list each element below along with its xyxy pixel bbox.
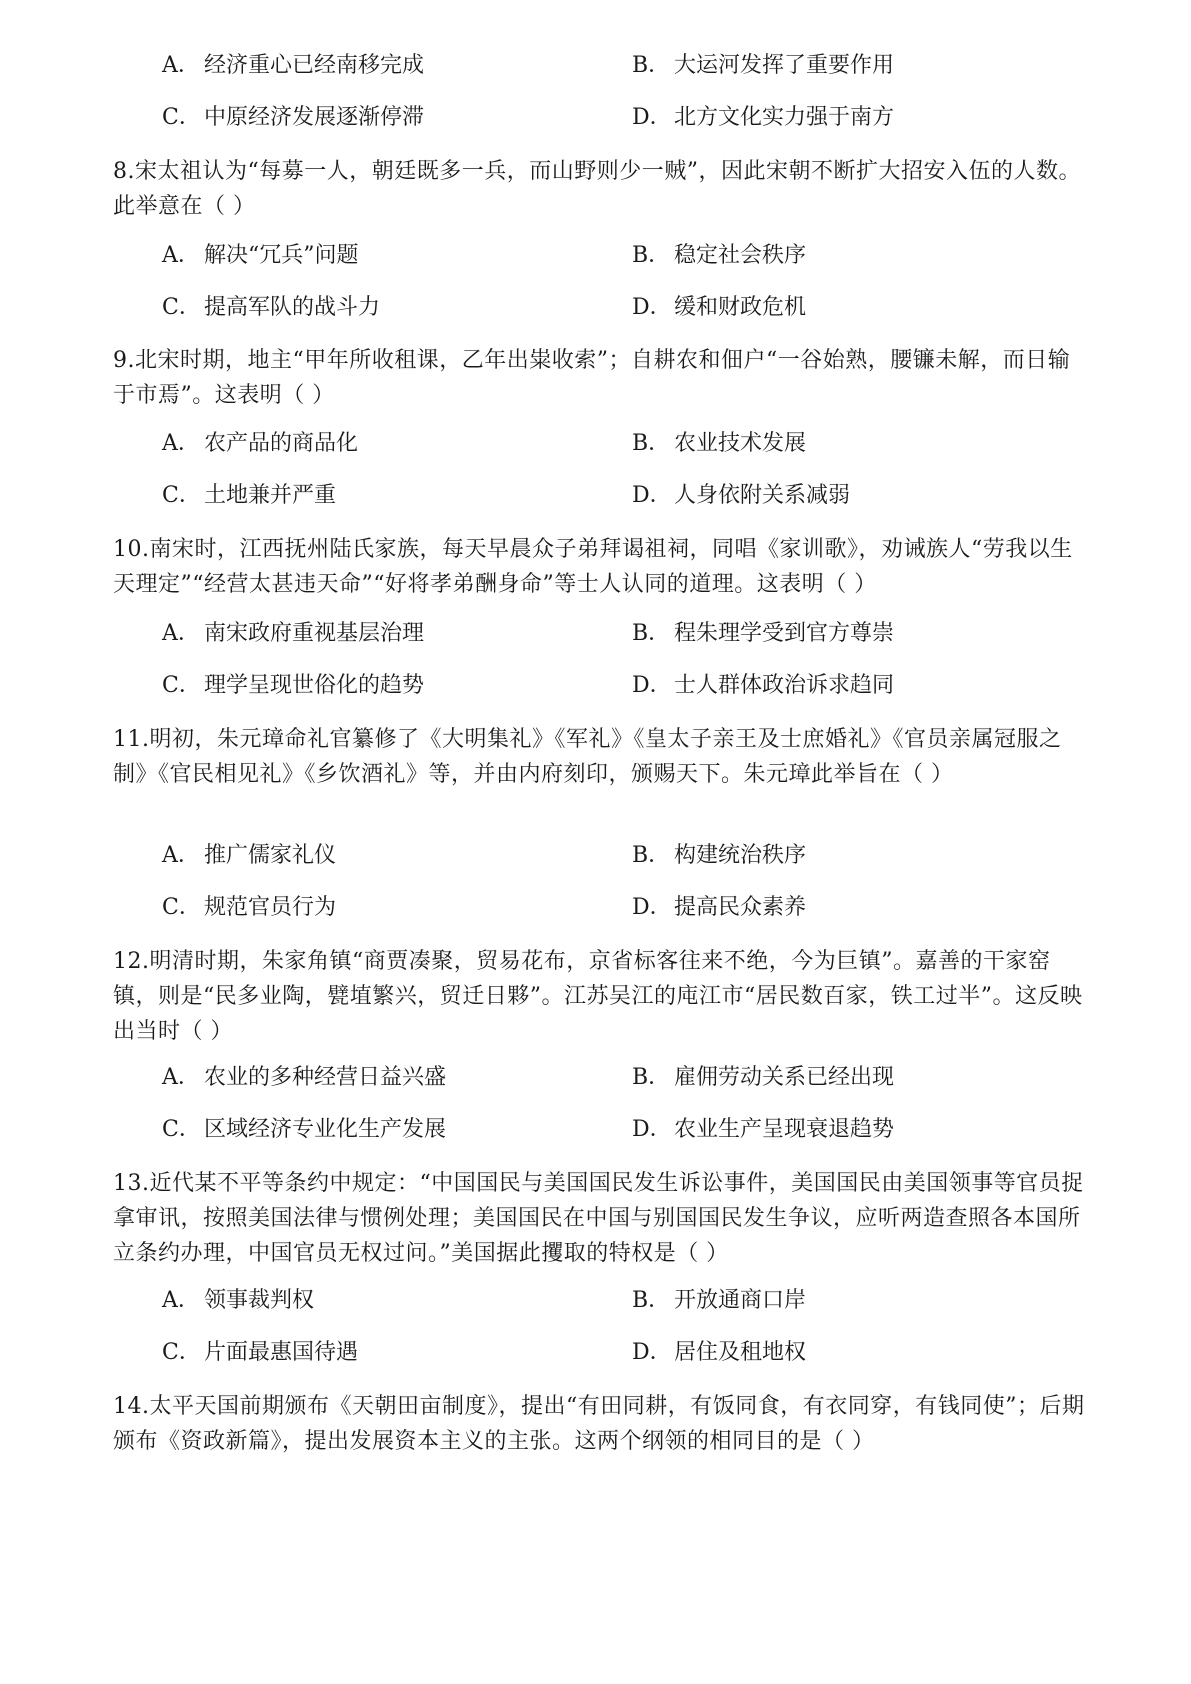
option-a[interactable]: A． 领事裁判权 [162, 1288, 315, 1313]
option-a[interactable]: A． 推广儒家礼仪 [162, 843, 337, 868]
question-stem: 12.明清时期，朱家角镇“商贾凑聚，贸易花布，京省标客往来不绝，今为巨镇”。嘉善的干家窑镇，则是“民多业陶，甓埴繁兴，贸迁日夥”。江苏吴江的庉江市“居民数百家，铁工过半”。这反映出当时（ ） [113, 949, 1083, 1044]
option-a[interactable]: A． 解决“冗兵”问题 [162, 243, 359, 268]
option-c[interactable]: C． 土地兼并严重 [162, 483, 337, 508]
option-a[interactable]: A． 农业的多种经营日益兴盛 [162, 1065, 447, 1090]
option-b[interactable]: B． 大运河发挥了重要作用 [632, 53, 895, 78]
option-a[interactable]: A． 农产品的商品化 [162, 431, 359, 456]
option-b[interactable]: B． 程朱理学受到官方尊崇 [632, 621, 895, 646]
question-stem: 11.明初，朱元璋命礼官纂修了《大明集礼》《军礼》《皇太子亲王及士庶婚礼》《官员亲属冠服之制》《官民相见礼》《乡饮酒礼》等，并由内府刻印，颁赐天下。朱元璋此举旨在（ ） [113, 727, 1062, 787]
option-a[interactable]: A． 经济重心已经南移完成 [162, 53, 425, 78]
option-b[interactable]: B． 稳定社会秩序 [632, 243, 807, 268]
option-c[interactable]: C． 规范官员行为 [162, 895, 337, 920]
question-stem: 9.北宋时期，地主“甲年所收租课，乙年出粜收索”；自耕农和佃户“一谷始熟，腰镰未解，而日输于市焉”。这表明（ ） [113, 348, 1071, 408]
option-c[interactable]: C． 片面最惠国待遇 [162, 1340, 359, 1365]
option-c[interactable]: C． 区域经济专业化生产发展 [162, 1117, 447, 1142]
option-b[interactable]: B． 构建统治秩序 [632, 843, 807, 868]
question-stem: 8.宋太祖认为“每募一人，朝廷既多一兵，而山野则少一贼”，因此宋朝不断扩大招安入伍的人数。此举意在（ ） [113, 159, 1081, 219]
option-d[interactable]: D． 农业生产呈现衰退趋势 [632, 1117, 895, 1142]
question-stem: 13.近代某不平等条约中规定：“中国国民与美国国民发生诉讼事件，美国国民由美国领事等官员捉拿审讯，按照美国法律与惯例处理；美国国民在中国与别国国民发生争议，应听两造查照各本国所立条约办理，中国官员无权过问。”美国据此攫取的特权是（ ） [113, 1171, 1084, 1266]
option-d[interactable]: D． 居住及租地权 [632, 1340, 807, 1365]
option-d[interactable]: D． 缓和财政危机 [632, 295, 807, 320]
option-d[interactable]: D． 提高民众素养 [632, 895, 807, 920]
option-d[interactable]: D． 士人群体政治诉求趋同 [632, 673, 895, 698]
option-c[interactable]: C． 理学呈现世俗化的趋势 [162, 673, 425, 698]
question-stem: 14.太平天国前期颁布《天朝田亩制度》，提出“有田同耕，有饭同食，有衣同穿，有钱同使”；后期颁布《资政新篇》，提出发展资本主义的主张。这两个纲领的相同目的是（ ） [113, 1394, 1085, 1454]
option-b[interactable]: B． 开放通商口岸 [632, 1288, 807, 1313]
option-a[interactable]: A． 南宋政府重视基层治理 [162, 621, 425, 646]
option-b[interactable]: B． 雇佣劳动关系已经出现 [632, 1065, 895, 1090]
option-c[interactable]: C． 提高军队的战斗力 [162, 295, 381, 320]
question-stem: 10.南宋时，江西抚州陆氏家族，每天早晨众子弟拜谒祖祠，同唱《家训歌》，劝诫族人“劳我以生天理定”“经营太甚违天命”“好将孝弟酬身命”等士人认同的道理。这表明（ ） [113, 537, 1073, 597]
option-d[interactable]: D． 北方文化实力强于南方 [632, 105, 895, 130]
option-b[interactable]: B． 农业技术发展 [632, 431, 807, 456]
option-c[interactable]: C． 中原经济发展逐渐停滞 [162, 105, 425, 130]
option-d[interactable]: D． 人身依附关系减弱 [632, 483, 851, 508]
